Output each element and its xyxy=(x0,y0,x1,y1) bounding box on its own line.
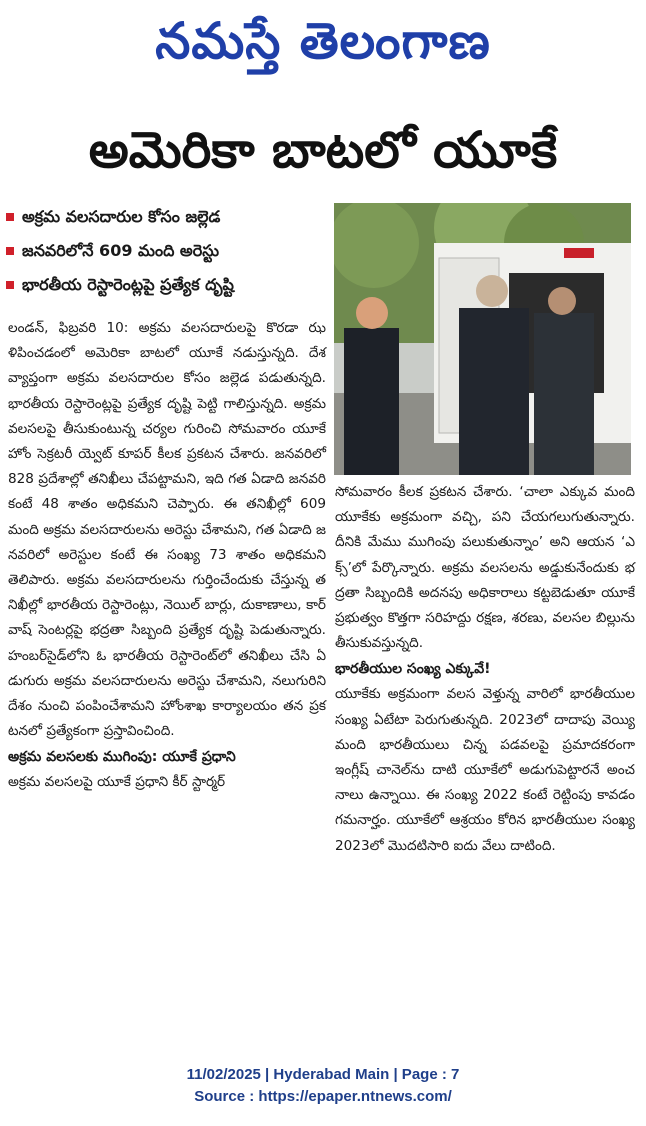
red-square-bullet-icon xyxy=(6,213,14,221)
article-column-right xyxy=(335,480,635,859)
edition-info: 11/02/2025 | Hyderabad Main | Page : 7 xyxy=(186,1066,460,1083)
bullet-text: భారతీయ రెస్టారెంట్లపై ప్రత్యేక దృష్టి xyxy=(22,275,234,294)
article-paragraph: యూకేకు అక్రమంగా వలస వెళ్తున్న వారిలో భారతీయుల సంఖ్య ఏటేటా పెరుగుతున్నది. 2023లో దాదాపు వెయ్యి మంది భారతీయులు చిన్న పడవలపై ప్రమాదకరంగా ఇంగ్లీష్ చానెల్‌ను దాటి యూకేలో అడుగుపెట్టారనే అంచనాలు ఉన్నాయి. ఈ సంఖ్య 2022 కంటే రెట్టింపు కావడం గమనార్హం. యూకేలో ఆశ్రయం కోరిన భారతీయుల సంఖ్య 2023లో మొదటిసారి ఐదు వేలు దాటింది. xyxy=(335,686,635,854)
article-paragraph: లండన్, ఫిబ్రవరి 10: అక్రమ వలసదారులపై కొరడా ఝళిపించడంలో అమెరికా బాటలో యూకే నడుస్తున్నది. దేశవ్యాప్తంగా అక్రమ వలసదారుల కోసం జల్లెడ పడుతున్నది. భారతీయ రెస్టారెంట్లపై ప్రత్యేక దృష్టి పెట్టి గాలిస్తున్నది. అక్రమ వలసలపై తీసుకుంటున్న చర్యల గురించి సోమవారం యూకే హోం సెక్రటరీ య్వెట్ కూపర్ కీలక ప్రకటన చేశారు. జనవరిలో 828 ప్రదేశాల్లో తనిఖీలు చేపట్టామని, ఇది గత ఏడాది జనవరి కంటే 48 శాతం అధికమని చెప్పారు. ఈ తనిఖీల్లో 609 మంది అక్రమ వలసదారులను అరెస్టు చేశామని, గత ఏడాది జనవరిలో అరెస్టుల కంటే ఈ సంఖ్య 73 శాతం అధికమని తెలిపారు. అక్రమ వలసదారులను గుర్తించేందుకు చేస్తున్న తనిఖీల్లో భారతీయ రెస్టారెంట్లు, నెయిల్ బార్లు, దుకాణాలు, కార్ వాష్ సెంటర్లపై భద్రతా సిబ్బంది ప్రత్యేక దృష్టి పెడుతున్నారు. హంబర్‌సైడ్‌లోని ఓ భారతీయ రెస్టారెంట్‌లో తనిఖీలు చేసి ఏడుగురు అక్రమ వలసదారులను అరెస్టు చేశామని, నలుగురిని దేశం నుంచి పంపించేశామని హోంశాఖ కార్యాలయం తన ప్రకటనలో ప్రత్యేకంగా ప్రస్తావించింది. xyxy=(8,320,326,740)
photo-officer-head xyxy=(356,297,388,329)
bullet-item xyxy=(6,200,326,234)
bullet-item xyxy=(6,268,326,302)
photo-van-light xyxy=(564,248,594,258)
article-paragraph: సోమవారం కీలక ప్రకటన చేశారు. ‘చాలా ఎక్కువ మంది యూకేకు అక్రమంగా వచ్చి, పని చేయగలుగుతున్నారు. దీనికి మేము ముగింపు పలుకుతున్నాం’ అని ఆయన ‘ఎక్స్’లో పేర్కొన్నారు. అక్రమ వలసలను అడ్డుకునేందుకు భద్రతా సిబ్బందికి అదనపు అధికారాలు కట్టబెడుతూ యూకే ప్రభుత్వం కొత్తగా సరిహద్దు రక్షణ, శరణు, వలసల బిల్లును తీసుకువస్తున్నది. xyxy=(335,484,635,652)
article-headline: అమెరికా బాటలో యూకే xyxy=(88,121,558,179)
photo-detainee xyxy=(534,313,594,475)
photo-officer-head xyxy=(476,275,508,307)
news-photo xyxy=(334,203,631,475)
photo-officer xyxy=(344,328,399,475)
highlight-bullets xyxy=(6,200,326,302)
photo-detainee-head xyxy=(548,287,576,315)
red-square-bullet-icon xyxy=(6,281,14,289)
bullet-text: అక్రమ వలసదారుల కోసం జల్లెడ xyxy=(22,207,221,226)
bullet-text: జనవరిలోనే 609 మంది అరెస్టు xyxy=(22,241,219,260)
newspaper-masthead: నమస్తే తెలంగాణ xyxy=(155,12,491,70)
article-column-left xyxy=(8,316,326,796)
source-link[interactable]: Source : https://epaper.ntnews.com/ xyxy=(194,1088,452,1105)
photo-officer xyxy=(459,308,529,475)
red-square-bullet-icon xyxy=(6,247,14,255)
subheading: భారతీయుల సంఖ్య ఎక్కువే! xyxy=(335,661,491,678)
subheading: అక్రమ వలసలకు ముగింపు: యూకే ప్రధాని xyxy=(8,749,236,766)
article-paragraph: అక్రమ వలసలపై యూకే ప్రధాని కీర్ స్టార్మర్ xyxy=(8,774,226,791)
bullet-item xyxy=(6,234,326,268)
